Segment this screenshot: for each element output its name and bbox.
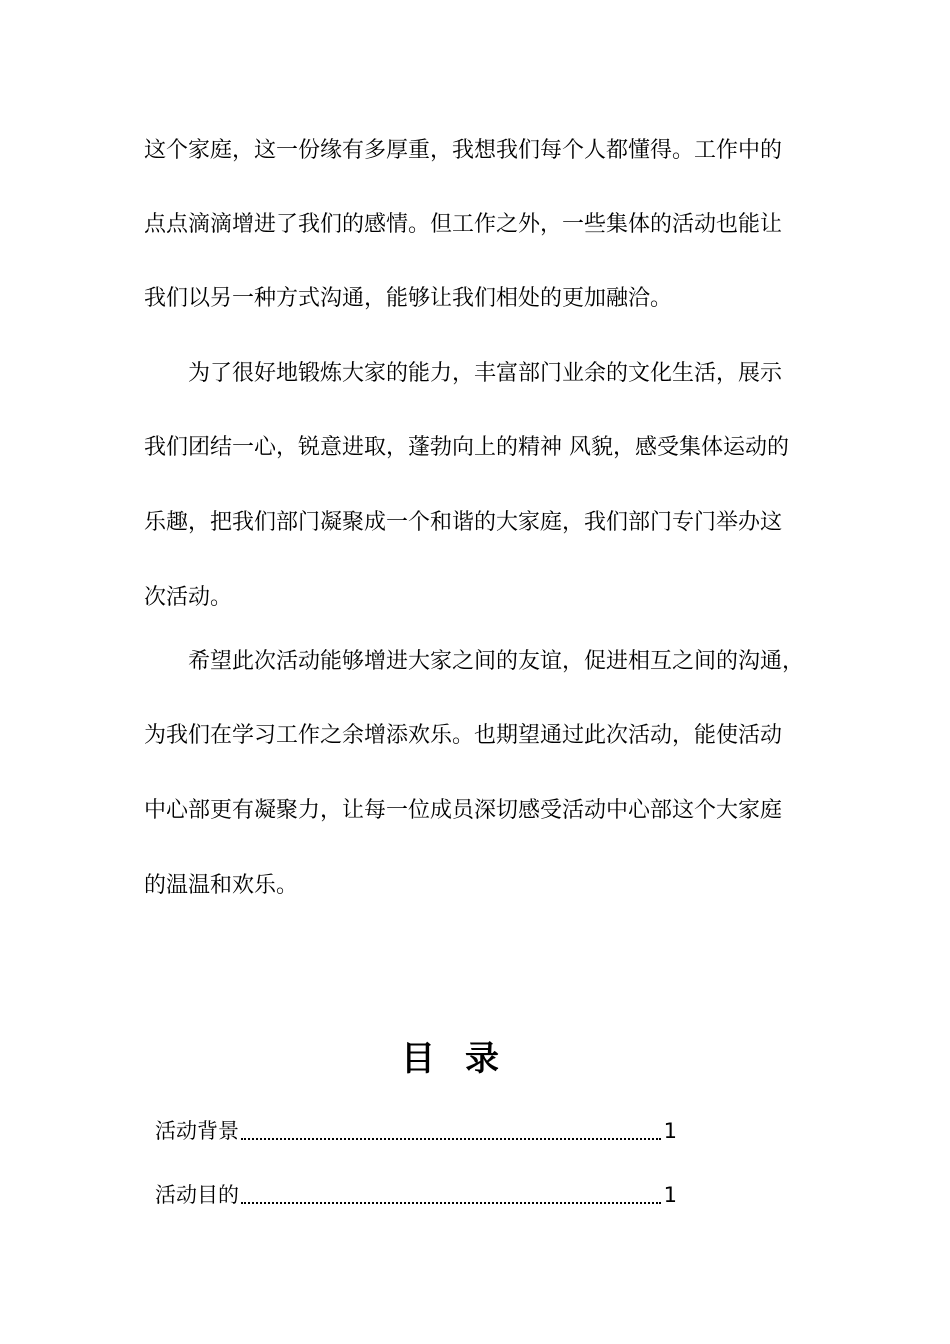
- toc-entry[interactable]: [155, 1116, 677, 1146]
- toc-entry-label: 活动目的: [155, 1183, 239, 1207]
- paragraph-line: 我们团结一心，锐意进取，蓬勃向上的精神 风貌，感受集体运动的: [144, 435, 789, 460]
- toc-leader-dots: [241, 1202, 661, 1204]
- toc-leader-dots: [241, 1138, 661, 1140]
- paragraph-line: 乐趣，把我们部门凝聚成一个和谐的大家庭，我们部门专门举办这: [144, 510, 783, 535]
- paragraph-line: 我们以另一种方式沟通，能够让我们相处的更加融洽。: [144, 286, 673, 311]
- paragraph-line: 次活动。: [144, 585, 233, 610]
- toc-entry[interactable]: [155, 1180, 677, 1210]
- paragraph-line: 为我们在学习工作之余增添欢乐。也期望通过此次活动，能使活动: [144, 723, 783, 748]
- paragraph-line: 的温温和欢乐。: [144, 873, 299, 898]
- toc-entry-page: 1: [663, 1183, 677, 1207]
- toc-title: 目录: [401, 1039, 529, 1079]
- toc-entry-page: 1: [663, 1119, 677, 1143]
- paragraph-line: 希望此次活动能够增进大家之间的友谊，促进相互之间的沟通，: [188, 649, 805, 674]
- paragraph-line: 中心部更有凝聚力，让每一位成员深切感受活动中心部这个大家庭: [144, 798, 783, 823]
- paragraph-line: 为了很好地锻炼大家的能力，丰富部门业余的文化生活，展示: [188, 361, 783, 386]
- paragraph-line: 这个家庭，这一份缘有多厚重，我想我们每个人都懂得。工作中的: [144, 138, 783, 163]
- toc-entry-label: 活动背景: [155, 1119, 239, 1143]
- paragraph-line: 点点滴滴增进了我们的感情。但工作之外，一些集体的活动也能让: [144, 212, 783, 237]
